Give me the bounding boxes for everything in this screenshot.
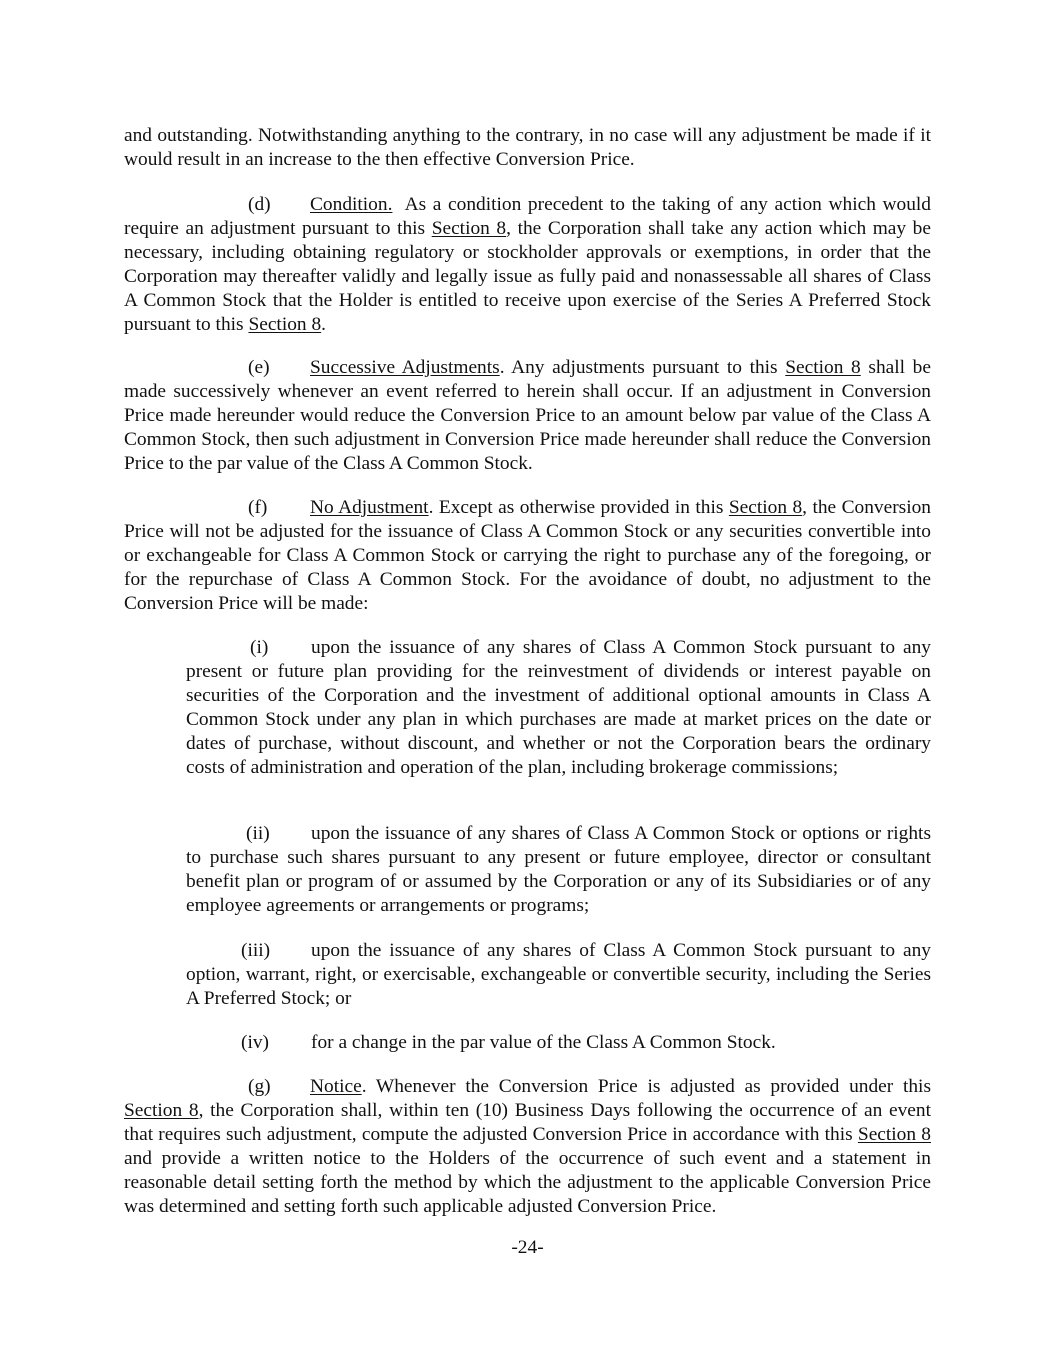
- list-item-marker: (ii): [246, 823, 270, 844]
- section-d-text-1: As a condition precedent to the taking of any action which would require an adjustment pursuant to this: [124, 194, 931, 239]
- section-d-reference-2: Section 8: [248, 313, 322, 335]
- list-item-text: upon the issuance of any shares of Class A Common Stock pursuant to any present or future plan providing for the reinvestment of dividends or interest payable on securities of the Corporation and the investment of additional optional amounts in Class A Common Stock under any plan in which purchases are made at market prices on the date or dates of purchase, without discount, and whether or not the Corporation bears the ordinary costs of administration and operation of the plan, including brokerage commissions;: [186, 637, 931, 778]
- list-item: [186, 1031, 931, 1055]
- section-g-reference-1: Section 8: [124, 1099, 199, 1121]
- list-item: [186, 636, 931, 779]
- section-d-marker: (d): [248, 194, 271, 215]
- section-e-marker: (e): [248, 357, 270, 378]
- section-f-paragraph: [124, 496, 931, 616]
- section-f-heading: No Adjustment: [310, 497, 429, 518]
- section-g-heading: Notice: [310, 1076, 362, 1097]
- section-e-heading: Successive Adjustments: [310, 357, 500, 378]
- section-g-marker: (g): [248, 1076, 271, 1097]
- section-f-text-1: . Except as otherwise provided in this: [428, 497, 724, 518]
- list-item-text: upon the issuance of any shares of Class A Common Stock or options or rights to purchase such shares pursuant to any present or future employee, director or consultant benefit plan or program of or assumed by the Corporation or any of its Subsidiaries or of any employee agreements or arrangements or programs;: [186, 823, 931, 916]
- section-g-text-2: , the Corporation shall, within ten (10) Business Days following the occurrence of an event that requires such adjustment, compute the adjusted Conversion Price in accordance with this: [124, 1099, 931, 1145]
- carryover-text: and outstanding. Notwithstanding anything to the contrary, in no case will any adjustment be made if it would result in an increase to the then effective Conversion Price.: [124, 125, 931, 170]
- section-d-text-2: , the Corporation shall take any action which may be necessary, including obtaining regulatory or stockholder approvals or exemptions, in order that the Corporation may thereafter validly and legally issue as fully paid and nonassessable all shares of Class A Common Stock that the Holder is entitled to receive upon exercise of the Series A Preferred Stock pursuant to this: [124, 217, 931, 335]
- list-item-text: upon the issuance of any shares of Class A Common Stock pursuant to any option, warrant, right, or exercisable, exchangeable or convertible security, including the Series A Preferred Stock; or: [186, 940, 931, 1009]
- section-g-reference-2: Section 8: [857, 1123, 931, 1145]
- page-number: -24-: [511, 1237, 544, 1258]
- section-e-paragraph: [124, 356, 931, 476]
- section-e-text-1: . Any adjustments pursuant to this: [499, 357, 778, 378]
- list-item: [186, 939, 931, 1011]
- list-item-marker: (iv): [241, 1032, 269, 1053]
- section-d-text-3: .: [321, 313, 327, 335]
- section-g-text-1: . Whenever the Conversion Price is adjusted as provided under this: [361, 1076, 931, 1097]
- section-d-heading: Condition.: [310, 194, 393, 215]
- section-g-text-3: and provide a written notice to the Holders of the occurrence of such event and a statement in reasonable detail setting forth the method by which the adjustment to the applicable Conversion Price was determined and setting forth such applicable adjusted Conversion Price.: [124, 1147, 931, 1217]
- section-g-paragraph: [124, 1075, 931, 1218]
- section-d-reference-1: Section 8: [431, 217, 507, 239]
- list-item-marker: (iii): [241, 940, 271, 961]
- section-e-reference-1: Section 8: [785, 357, 861, 378]
- section-f-marker: (f): [248, 497, 268, 518]
- section-d-paragraph: [124, 193, 931, 336]
- section-e-text-2: shall be made successively whenever an event referred to herein shall occur. If an adjustment in Conversion Price made hereunder would reduce the Conversion Price to an amount below par value of the Class A Common Stock, then such adjustment in Conversion Price made hereunder shall reduce the Conversion Price to the par value of the Class A Common Stock.: [124, 357, 931, 474]
- list-item-marker: (i): [250, 637, 269, 658]
- list-item-text: for a change in the par value of the Class A Common Stock.: [311, 1032, 776, 1053]
- carryover-paragraph: [124, 124, 931, 172]
- section-f-reference-1: Section 8: [728, 497, 803, 518]
- section-f-text-2: , the Conversion Price will not be adjusted for the issuance of Class A Common Stock or any securities convertible into or exchangeable for Class A Common Stock or carrying the right to purchase any of the foregoing, or for the repurchase of Class A Common Stock. For the avoidance of doubt, no adjustment to the Conversion Price will be made:: [124, 497, 931, 614]
- list-item: [186, 822, 931, 918]
